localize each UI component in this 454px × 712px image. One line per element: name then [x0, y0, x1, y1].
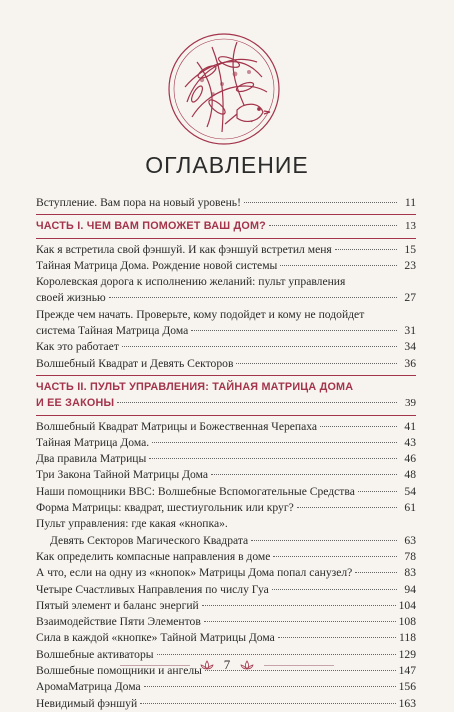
dot-leader	[122, 345, 397, 347]
toc-entry-title: Пятый элемент и баланс энергий	[36, 598, 199, 612]
toc-entry-title: Три Закона Тайной Матрицы Дома	[36, 468, 208, 482]
toc-entry-title: Как определить компасные направления в доме	[36, 549, 271, 563]
toc-entry-title: А что, если на одну из «кнопок» Матрицы Дома попал санузел?	[36, 566, 353, 580]
toc-entry-page: 27	[404, 291, 416, 305]
dot-leader	[355, 571, 397, 573]
toc-entry[interactable]	[36, 549, 416, 565]
page-footer	[0, 655, 454, 675]
toc-entry-page: 41	[404, 419, 416, 433]
page-title: ОГЛАВЛЕНИЕ	[145, 152, 309, 178]
dot-leader	[273, 555, 397, 557]
toc-entry-title: Тайная Матрица Дома.	[36, 435, 150, 449]
dot-leader	[297, 506, 397, 508]
dot-leader	[335, 248, 397, 250]
toc-entry-title: Сила в каждой «кнопке» Тайной Матрицы Дома	[36, 631, 275, 645]
toc-entry[interactable]	[36, 582, 416, 598]
lotus-icon	[200, 660, 214, 670]
toc-entry-page: 163	[398, 696, 416, 710]
toc-entry-page: 118	[399, 631, 416, 645]
toc-entry-title: Два правила Матрицы	[36, 452, 147, 466]
toc-entry-title: Как я встретила свой фэншуй. И как фэншуй встретил меня	[36, 242, 332, 256]
toc-entry-page: 104	[398, 598, 416, 612]
toc-entry-title: Взаимодействие Пяти Элементов	[36, 615, 201, 629]
part-2-heading[interactable]	[36, 379, 416, 412]
toc-entry-title-line2: Девять Секторов Магического Квадрата	[50, 533, 249, 547]
dot-leader	[144, 685, 396, 687]
toc-entry[interactable]	[36, 258, 416, 274]
toc-entry[interactable]	[36, 307, 416, 340]
toc-entry-title: Невидимый фэншуй	[36, 696, 138, 710]
toc-entry[interactable]	[36, 614, 416, 630]
part-title-line2: И ЕЕ ЗАКОНЫ	[36, 397, 115, 410]
toc-entry-page: 43	[404, 435, 416, 449]
toc-entry[interactable]	[36, 679, 416, 695]
toc-entry[interactable]	[36, 598, 416, 614]
dot-leader	[280, 264, 397, 266]
section-divider	[36, 238, 416, 239]
toc-entry-page: 11	[404, 196, 416, 209]
toc-entry-page: 63	[404, 533, 416, 547]
toc-entry[interactable]	[36, 516, 416, 549]
footer-rule	[120, 665, 190, 666]
toc-entry-title: Как это работает	[36, 340, 119, 354]
toc-entry[interactable]	[36, 419, 416, 435]
dot-leader	[109, 296, 397, 298]
dot-leader	[140, 702, 395, 704]
toc-entry-title-line1: Прежде чем начать. Проверьте, кому подойдет и кому не подойдет	[36, 307, 365, 321]
toc-entry[interactable]	[36, 339, 416, 355]
dot-leader	[358, 490, 397, 492]
toc-entry-title: Тайная Матрица Дома. Рождение новой системы	[36, 258, 278, 272]
toc-entry-title: Форма Матрицы: квадрат, шестиугольник или круг?	[36, 501, 294, 515]
toc-entry-page: 78	[404, 549, 416, 563]
section-divider	[36, 214, 416, 215]
toc-entry-page: 94	[404, 582, 416, 596]
toc-entry-page: 156	[398, 680, 416, 694]
toc-entry[interactable]	[36, 435, 416, 451]
toc-entry-title-line2: своей жизнью	[36, 291, 106, 305]
toc-entry-title-line2: система Тайная Матрица Дома	[36, 324, 189, 338]
toc-entry-intro[interactable]	[36, 195, 416, 211]
part-1-heading[interactable]	[36, 218, 416, 234]
toc-entry-title: Наши помощники ВВС: Волшебные Вспомогательные Средства	[36, 484, 355, 498]
toc-entry-page: 23	[404, 258, 416, 272]
toc-entry[interactable]	[36, 274, 416, 307]
toc-entry-page: 15	[404, 242, 416, 256]
footer-rule	[264, 665, 334, 666]
toc-entry-page: 54	[404, 484, 416, 498]
table-of-contents	[36, 195, 416, 712]
toc-entry-title-line1: Королевская дорога к исполнению желаний: пульт управления	[36, 275, 346, 289]
dot-leader	[202, 604, 396, 606]
toc-entry-title: Четыре Счастливых Направления по числу Гуа	[36, 582, 269, 596]
toc-entry-page: 147	[398, 664, 416, 678]
dot-leader	[272, 588, 397, 590]
toc-entry[interactable]	[36, 356, 416, 372]
toc-entry-page: 129	[398, 647, 416, 661]
section-divider	[36, 375, 416, 376]
dot-leader	[191, 329, 397, 331]
toc-entry-page: 108	[398, 615, 416, 629]
toc-entry[interactable]	[36, 467, 416, 483]
dot-leader	[204, 620, 396, 622]
toc-entry[interactable]	[36, 500, 416, 516]
lotus-icon	[240, 660, 254, 670]
toc-entry-title: Волшебные помощники и ангелы	[36, 664, 202, 678]
toc-entry-page: 83	[404, 566, 416, 580]
bird-ornament-icon	[167, 32, 281, 146]
toc-entry[interactable]	[36, 484, 416, 500]
section-divider	[36, 415, 416, 416]
toc-entry[interactable]	[36, 451, 416, 467]
dot-leader	[236, 362, 397, 364]
page-number: 7	[223, 657, 231, 672]
toc-entry[interactable]	[36, 630, 416, 646]
toc-entry-page: 36	[404, 356, 416, 370]
dot-leader	[251, 539, 397, 541]
toc-entry-page: 13	[405, 220, 416, 233]
toc-entry[interactable]	[36, 242, 416, 258]
toc-entry-title: Волшебные активаторы	[36, 647, 154, 661]
toc-entry-title: АромаМатрица Дома	[36, 680, 141, 694]
toc-entry-page: 61	[404, 501, 416, 515]
toc-entry-title-line1: Пульт управления: где какая «кнопка».	[36, 517, 228, 531]
dot-leader	[149, 457, 397, 459]
part-title: ЧАСТЬ I. ЧЕМ ВАМ ПОМОЖЕТ ВАШ ДОМ?	[36, 220, 266, 233]
dot-leader	[278, 636, 396, 638]
toc-entry-page: 46	[404, 452, 416, 466]
toc-entry-page: 39	[405, 397, 416, 410]
toc-entry-title: Волшебный Квадрат и Девять Секторов	[36, 356, 234, 370]
toc-entry[interactable]	[36, 565, 416, 581]
toc-entry-title: Вступление. Вам пора на новый уровень!	[36, 196, 241, 209]
dot-leader	[244, 201, 397, 203]
dot-leader	[269, 224, 397, 226]
part-title-line1: ЧАСТЬ II. ПУЛЬТ УПРАВЛЕНИЯ: ТАЙНАЯ МАТРИЦА ДОМА	[36, 380, 354, 393]
dot-leader	[320, 425, 397, 427]
toc-entry-page: 34	[404, 340, 416, 354]
dot-leader	[117, 401, 397, 403]
toc-entry-page: 48	[404, 468, 416, 482]
dot-leader	[152, 441, 397, 443]
dot-leader	[211, 473, 397, 475]
toc-entry[interactable]	[36, 696, 416, 712]
toc-entry-page: 31	[404, 324, 416, 338]
toc-entry-title: Волшебный Квадрат Матрицы и Божественная Черепаха	[36, 419, 318, 433]
